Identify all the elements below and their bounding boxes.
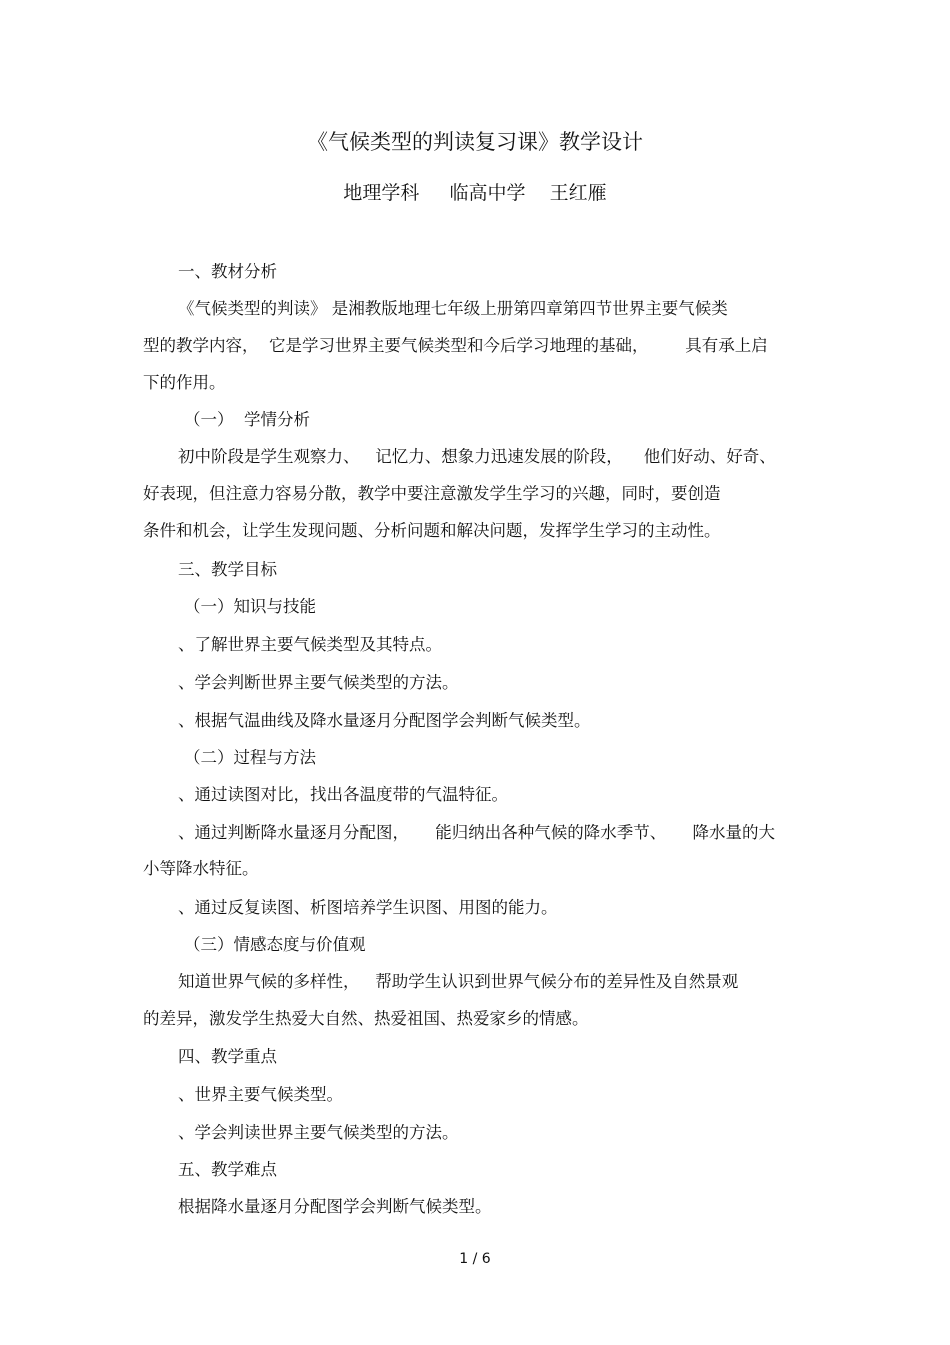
heading-process-methods: （二）过程与方法 [184, 748, 316, 767]
heading-teaching-focus: 四、教学重点 [178, 1047, 277, 1066]
paragraph-line: 型的教学内容， 它是学习世界主要气候类型和今后学习地理的基础， 具有承上启 [143, 336, 768, 355]
heading-knowledge-skills: （一）知识与技能 [184, 597, 316, 616]
list-item: 、学会判读世界主要气候类型的方法。 [178, 1123, 459, 1142]
page-number: 1 / 6 [459, 1251, 491, 1267]
list-item: 、通过读图对比，找出各温度带的气温特征。 [178, 785, 508, 804]
paragraph-line: 知道世界气候的多样性， 帮助学生认识到世界气候分布的差异性及自然景观 [178, 972, 739, 991]
paragraph-line: 《气候类型的判读》 是湘教版地理七年级上册第四章第四节世界主要气候类 [178, 299, 728, 318]
heading-teaching-difficulty: 五、教学难点 [178, 1160, 277, 1179]
heading-teaching-objectives: 三、教学目标 [178, 560, 277, 579]
paragraph-line: 下的作用。 [143, 373, 226, 392]
list-item: 、根据气温曲线及降水量逐月分配图学会判断气候类型。 [178, 711, 591, 730]
paragraph-line: 的差异，激发学生热爱大自然、热爱祖国、热爱家乡的情感。 [143, 1009, 589, 1028]
document-byline: 地理学科 临高中学 王红雁 [343, 182, 607, 204]
paragraph-line: 小等降水特征。 [143, 859, 259, 878]
heading-emotional-values: （三）情感态度与价值观 [184, 935, 366, 954]
list-item: 、通过反复读图、析图培养学生识图、用图的能力。 [178, 898, 558, 917]
paragraph-line: 初中阶段是学生观察力、 记忆力、想象力迅速发展的阶段， 他们好动、好奇、 [178, 447, 776, 466]
heading-textbook-analysis: 一、教材分析 [178, 262, 277, 281]
list-item: 、了解世界主要气候类型及其特点。 [178, 635, 442, 654]
document-title: 《气候类型的判读复习课》教学设计 [307, 130, 643, 154]
heading-student-analysis: （一） 学情分析 [184, 410, 310, 429]
paragraph-line: 好表现，但注意力容易分散，教学中要注意激发学生学习的兴趣，同时，要创造 [143, 484, 721, 503]
paragraph-line: 条件和机会，让学生发现问题、分析问题和解决问题，发挥学生学习的主动性。 [143, 521, 721, 540]
list-item: 、通过判断降水量逐月分配图， 能归纳出各种气候的降水季节、 降水量的大 [178, 823, 775, 842]
list-item: 、世界主要气候类型。 [178, 1085, 343, 1104]
list-item: 、学会判断世界主要气候类型的方法。 [178, 673, 459, 692]
paragraph-line: 根据降水量逐月分配图学会判断气候类型。 [178, 1197, 492, 1216]
